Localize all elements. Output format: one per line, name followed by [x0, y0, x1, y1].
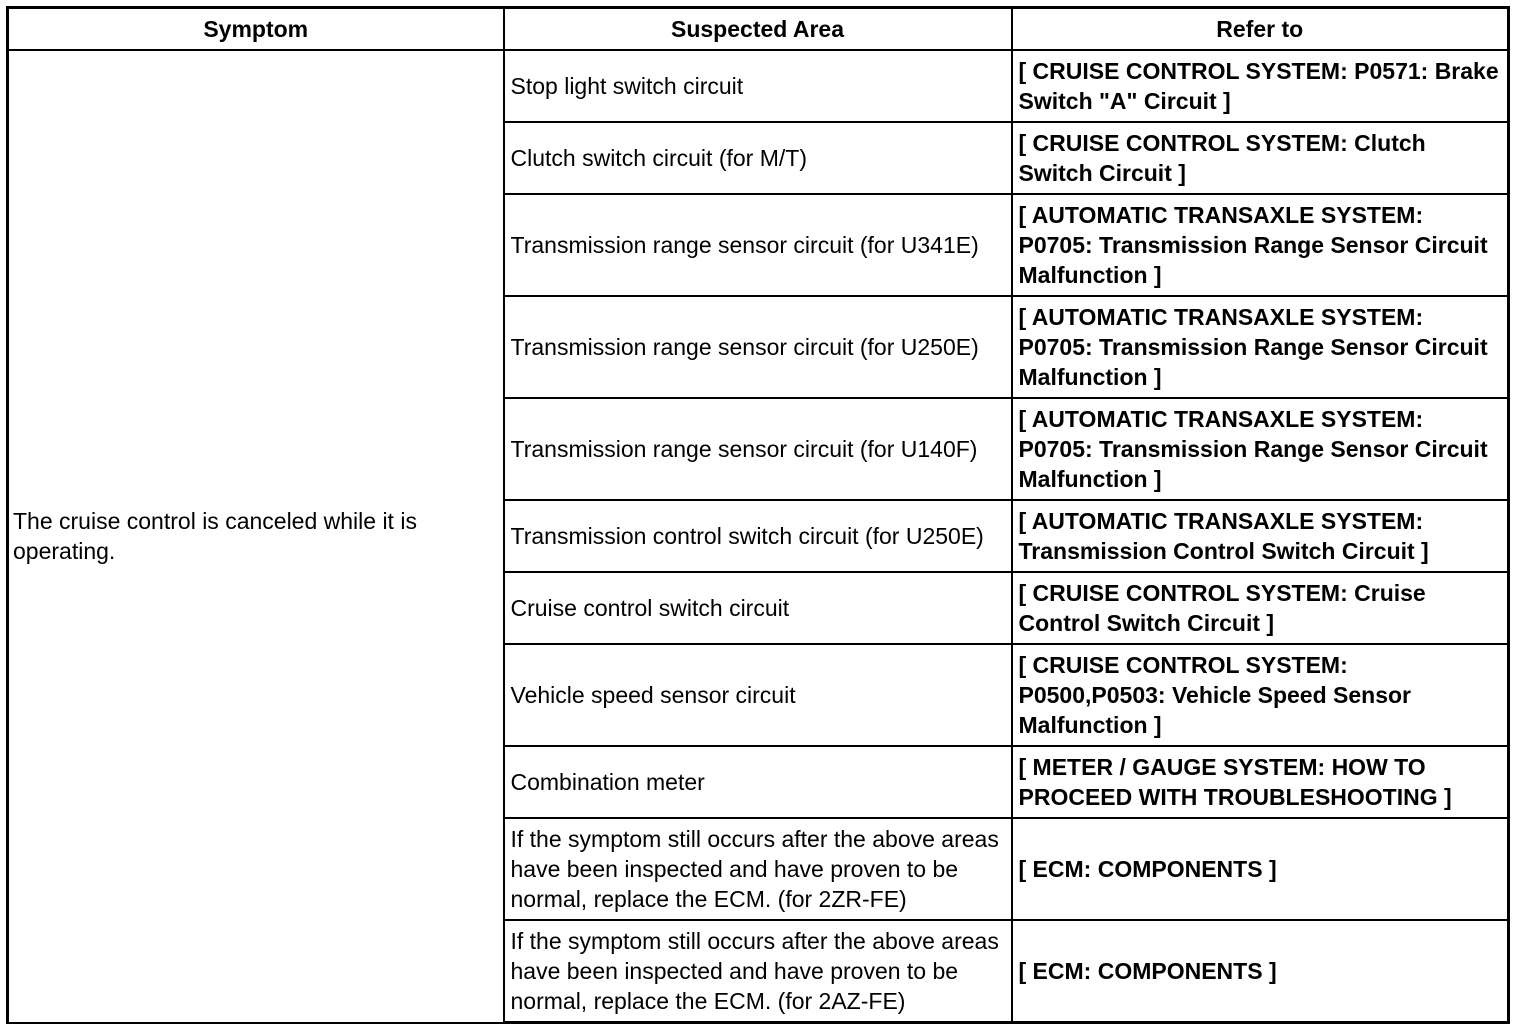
suspected-area-cell: Transmission range sensor circuit (for U250E): [504, 296, 1012, 398]
refer-to-cell: [ AUTOMATIC TRANSAXLE SYSTEM: P0705: Transmission Range Sensor Circuit Malfunction ]: [1012, 398, 1509, 500]
symptom-cell: The cruise control is canceled while it is operating.: [8, 50, 504, 1023]
refer-to-cell: [ ECM: COMPONENTS ]: [1012, 818, 1509, 920]
suspected-area-cell: Combination meter: [504, 746, 1012, 818]
suspected-area-cell: Clutch switch circuit (for M/T): [504, 122, 1012, 194]
suspected-area-cell: If the symptom still occurs after the above areas have been inspected and have proven to be normal, replace the ECM. (for 2AZ-FE): [504, 920, 1012, 1023]
suspected-area-cell: If the symptom still occurs after the above areas have been inspected and have proven to be normal, replace the ECM. (for 2ZR-FE): [504, 818, 1012, 920]
suspected-area-cell: Transmission control switch circuit (for U250E): [504, 500, 1012, 572]
suspected-area-cell: Vehicle speed sensor circuit: [504, 644, 1012, 746]
suspected-area-cell: Transmission range sensor circuit (for U140F): [504, 398, 1012, 500]
refer-to-cell: [ CRUISE CONTROL SYSTEM: P0571: Brake Switch "A" Circuit ]: [1012, 50, 1509, 122]
troubleshooting-table: [6, 6, 1510, 1024]
suspected-area-cell: Transmission range sensor circuit (for U341E): [504, 194, 1012, 296]
refer-to-cell: [ CRUISE CONTROL SYSTEM: Clutch Switch Circuit ]: [1012, 122, 1509, 194]
refer-to-cell: [ METER / GAUGE SYSTEM: HOW TO PROCEED WITH TROUBLESHOOTING ]: [1012, 746, 1509, 818]
refer-to-cell: [ AUTOMATIC TRANSAXLE SYSTEM: Transmission Control Switch Circuit ]: [1012, 500, 1509, 572]
refer-to-cell: [ ECM: COMPONENTS ]: [1012, 920, 1509, 1023]
header-row: [8, 8, 1509, 51]
suspected-area-cell: Cruise control switch circuit: [504, 572, 1012, 644]
refer-to-cell: [ AUTOMATIC TRANSAXLE SYSTEM: P0705: Transmission Range Sensor Circuit Malfunction ]: [1012, 296, 1509, 398]
header-suspected-area: Suspected Area: [504, 8, 1012, 51]
header-symptom: Symptom: [8, 8, 504, 51]
refer-to-cell: [ CRUISE CONTROL SYSTEM: Cruise Control Switch Circuit ]: [1012, 572, 1509, 644]
refer-to-cell: [ CRUISE CONTROL SYSTEM: P0500,P0503: Vehicle Speed Sensor Malfunction ]: [1012, 644, 1509, 746]
header-refer-to: Refer to: [1012, 8, 1509, 51]
refer-to-cell: [ AUTOMATIC TRANSAXLE SYSTEM: P0705: Transmission Range Sensor Circuit Malfunction ]: [1012, 194, 1509, 296]
table-row: [8, 50, 1509, 122]
suspected-area-cell: Stop light switch circuit: [504, 50, 1012, 122]
